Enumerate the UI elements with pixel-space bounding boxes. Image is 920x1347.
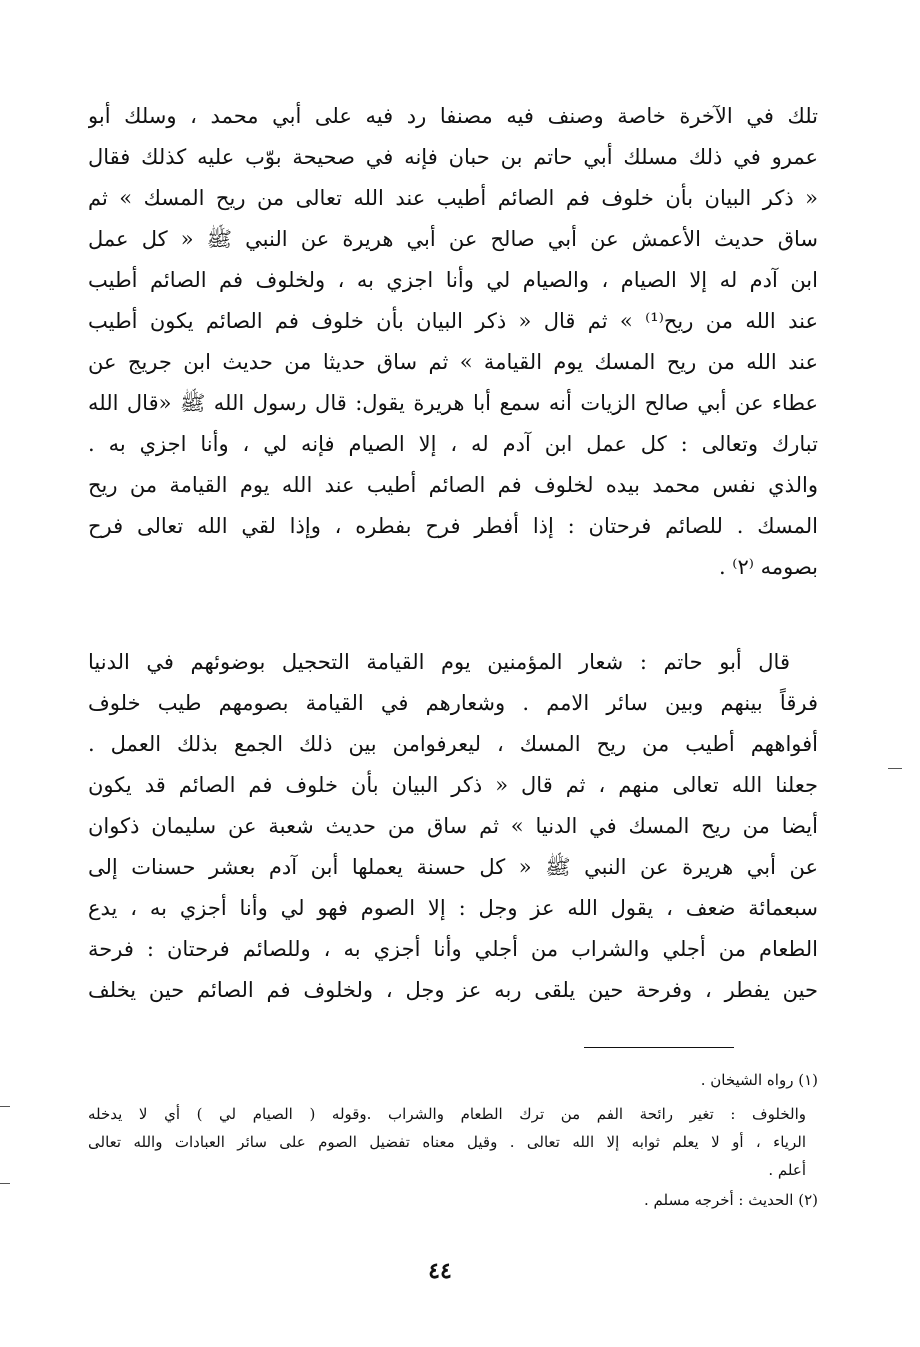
text-line: « ذكر البيان بأن خلوف فم الصائم أطيب عند الله تعالى من ريح المسك » ثم <box>88 186 818 210</box>
footnote-1: (١) رواه الشيخان . <box>700 1071 818 1089</box>
text-line: تلك في الآخرة خاصة وصنف فيه مصنفا رد فيه على أبي محمد ، وسلك أبو <box>88 104 818 128</box>
text-line: سبعمائة ضعف ، يقول الله عز وجل : إلا الصوم فهو لي وأنا أجزي به ، يدع <box>88 896 818 920</box>
text-line: المسك . للصائم فرحتان : إذا أفطر فرح بفطره ، وإذا لقي الله تعالى فرح <box>88 514 818 538</box>
text-line: ابن آدم له إلا الصيام ، والصيام لي وأنا اجزي به ، ولخلوف فم الصائم أطيب <box>88 268 818 292</box>
paragraph-1 <box>88 96 818 588</box>
footnote-1-comment-line: أعلم . <box>768 1161 806 1179</box>
text-line: حين يفطر ، وفرحة حين يلقى ربه عز وجل ، ولخلوف فم الصائم حين يخلف <box>88 978 818 1002</box>
footnote-separator <box>584 1047 734 1048</box>
text-line: عند الله من ريح⁽¹⁾ » ثم قال « ذكر البيان بأن خلوف فم الصائم يكون أطيب <box>88 309 818 333</box>
text-line: عطاء عن أبي صالح الزيات أنه سمع أبا هريرة يقول: قال رسول الله ﷺ «قال الله <box>88 391 818 415</box>
text-line: أفواههم أطيب من ريح المسك ، ليعرفوامن بين ذلك الجمع بذلك العمل . <box>88 732 818 756</box>
text-line: قال أبو حاتم : شعار المؤمنين يوم القيامة التحجيل بوضوئهم في الدنيا <box>88 650 790 674</box>
text-line: ساق حديث الأعمش عن أبي صالح عن أبي هريرة عن النبي ﷺ « كل عمل <box>88 227 818 251</box>
footnote-1-comment-line: الرياء ، أو لا يعلم ثوابه إلا الله تعالى . وقيل معناه تفضيل الصوم على سائر العبادات والله تعالى <box>88 1133 806 1151</box>
text-line: بصومه ⁽٢⁾ . <box>718 555 818 579</box>
page-number: ٤٤ <box>428 1258 452 1284</box>
footnotes <box>88 1066 818 1214</box>
text-line: والذي نفس محمد بيده لخلوف فم الصائم أطيب عند الله يوم القيامة من ريح <box>88 473 818 497</box>
text-line: عند الله من ريح المسك يوم القيامة » ثم ساق حديثا من حديث ابن جريج عن <box>88 350 818 374</box>
text-line: الطعام من أجلي والشراب من أجلي وأنا أجزي به ، وللصائم فرحتان : فرحة <box>88 937 818 961</box>
margin-mark <box>888 768 902 769</box>
text-line: عن أبي هريرة عن النبي ﷺ « كل حسنة يعملها أبن آدم بعشر حسنات إلى <box>88 855 818 879</box>
paragraph-2 <box>88 642 818 1011</box>
footnote-1-comment-line: والخلوف : تغير رائحة الفم من ترك الطعام والشراب .وقوله ( الصيام لي ) أي لا يدخله <box>88 1105 806 1123</box>
footnote-2: (٢) الحديث : أخرجه مسلم . <box>643 1191 818 1209</box>
text-line: أيضا من ريح المسك في الدنيا » ثم ساق من حديث شعبة عن سليمان ذكوان <box>88 814 818 838</box>
text-line: عمرو في ذلك مسلك أبي حاتم بن حبان فإنه في صحيحة بوّب عليه كذلك فقال <box>88 145 818 169</box>
margin-mark <box>0 1183 10 1184</box>
text-line: فرقاً بينهم وبين سائر الامم . وشعارهم في القيامة بصومهم طيب خلوف <box>88 691 818 715</box>
text-line: جعلنا الله تعالى منهم ، ثم قال « ذكر البيان بأن خلوف فم الصائم قد يكون <box>88 773 818 797</box>
text-line: تبارك وتعالى : كل عمل ابن آدم له ، إلا الصيام فإنه لي ، وأنا اجزي به . <box>88 432 818 456</box>
margin-mark <box>0 1106 10 1107</box>
